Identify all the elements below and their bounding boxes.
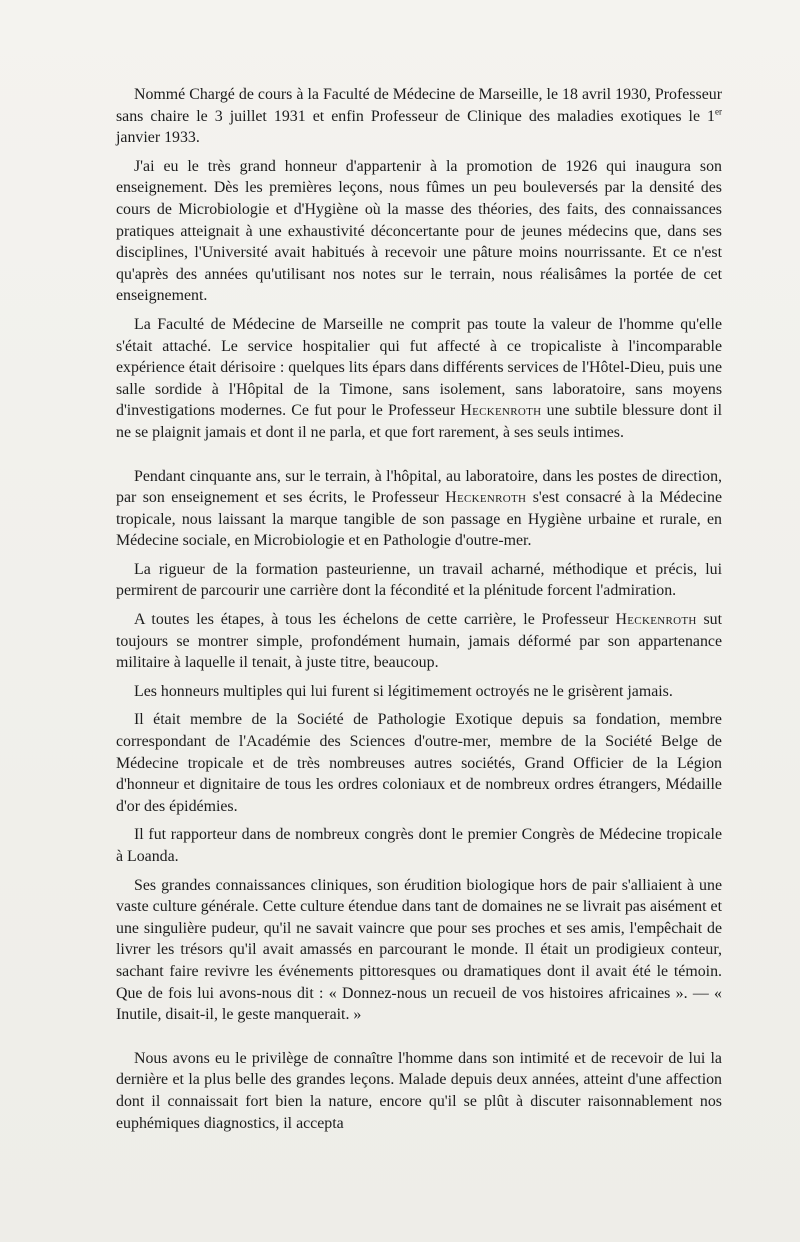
text-run: Il fut rapporteur dans de nombreux congrès dont le premier Congrès de Médecine tropicale à Loanda. (116, 826, 722, 865)
text-run: sut toujours se montrer simple, profondément humain, jamais déformé par son appartenance militaire à laquelle il tenait, à juste titre, beaucoup. (116, 611, 722, 672)
paragraph-p4 (116, 466, 722, 552)
paragraph-p11 (116, 1048, 722, 1134)
paragraph-p1 (116, 84, 722, 149)
text-run: Les honneurs multiples qui lui furent si légitimement octroyés ne le grisèrent jamais. (134, 682, 673, 700)
paragraph-p7 (116, 681, 722, 703)
text-run: Nous avons eu le privilège de connaître l'homme dans son intimité et de recevoir de lui la dernière et la plus belle des grandes leçons. Malade depuis deux années, atteint d'une affection dont il connaissait fort bien la nature, encore qu'il se plût à discuter raisonnablement nos euphémiques diagnostics, il accepta (116, 1049, 722, 1132)
paragraph-p9 (116, 824, 722, 867)
text-run: La Faculté de Médecine de Marseille ne comprit pas toute la valeur de l'homme qu'elle s'était attaché. Le service hospitalier qui fut affecté à ce tropicaliste à l'incomparable expérience était dérisoire : quelques lits épars dans différents services de l'Hôtel-Dieu, puis une salle sordide à l'Hôpital de la Timone, sans isolement, sans laboratoire, sans moyens d'investigations modernes. Ce fut pour le Professeur (116, 315, 722, 420)
text-run: Pendant cinquante ans, sur le terrain, à l'hôpital, au laboratoire, dans les postes de direction, par son enseignement et ses écrits, le Professeur (116, 467, 722, 507)
text-run: Ses grandes connaissances cliniques, son érudition biologique hors de pair s'alliaient à une vaste culture générale. Cette culture étendue dans tant de domaines ne se livrait pas aisément et une singulière pudeur, qu'il ne savait vaincre que pour ses proches et ses amis, l'empêchait de livrer les trésors qu'il avait amassés en parcourant le monde. Il était un prodigieux conteur, sachant faire revivre les événements pittoresques ou dramatiques dont il avait été le témoin. Que de fois lui avons-nous dit : « Donnez-nous un recueil de vos histoires africaines ». — « Inutile, disait-il, le geste manquerait. » (116, 876, 722, 1024)
paragraph-p5 (116, 559, 722, 602)
text-column (116, 84, 722, 1141)
paragraph-p2 (116, 156, 722, 307)
text-run: s'est consacré à la Médecine tropicale, nous laissant la marque tangible de son passage en Hygiène urbaine et rurale, en Médecine sociale, en Microbiologie et en Pathologie d'outre-mer. (116, 489, 722, 550)
author-name-small-caps: Heckenroth (445, 489, 527, 507)
superscript: er (715, 106, 722, 117)
text-run: Nommé Chargé de cours à la Faculté de Médecine de Marseille, le 18 avril 1930, Professeur sans chaire le 3 juillet 1931 et enfin Professeur de Clinique des maladies exotiques le 1 (116, 86, 722, 125)
author-name-small-caps: Heckenroth (460, 402, 542, 420)
text-run: La rigueur de la formation pasteurienne, un travail acharné, méthodique et précis, lui permirent de parcourir une carrière dont la fécondité et la plénitude forcent l'admiration. (116, 560, 722, 600)
paragraph-p6 (116, 609, 722, 674)
author-name-small-caps: Heckenroth (615, 611, 697, 629)
text-run: janvier 1933. (116, 129, 200, 147)
text-run: Il était membre de la Société de Pathologie Exotique depuis sa fondation, membre correspondant de l'Académie des Sciences d'outre-mer, membre de la Société Belge de Médecine tropicale et de très nombreuses autres sociétés, Grand Officier de la Légion d'honneur et dignitaire de tous les ordres coloniaux et de nombreux ordres étrangers, Médaille d'or des épidémies. (116, 711, 722, 815)
paragraph-p3 (116, 314, 722, 444)
paragraph-p8 (116, 709, 722, 817)
text-run: A toutes les étapes, à tous les échelons de cette carrière, le Professeur (134, 611, 616, 629)
text-run: J'ai eu le très grand honneur d'appartenir à la promotion de 1926 qui inaugura son enseignement. Dès les premières leçons, nous fûmes un peu bouleversés par la densité des cours de Microbiologie et d'Hygiène où la masse des théories, des faits, des connaissances pratiques atteignait à une exhaustivité déconcertante pour de jeunes médecins que, dans ses disciplines, l'Université avait habitués à recevoir une pâture moins nourrissante. Et ce n'est qu'après des années qu'utilisant nos notes sur le terrain, nous réalisâmes la portée de cet enseignement. (116, 157, 722, 305)
text-run: une subtile blessure dont il ne se plaignit jamais et dont il ne parla, et que fort rarement, à ses seuls intimes. (116, 402, 722, 441)
paragraph-p10 (116, 875, 722, 1026)
